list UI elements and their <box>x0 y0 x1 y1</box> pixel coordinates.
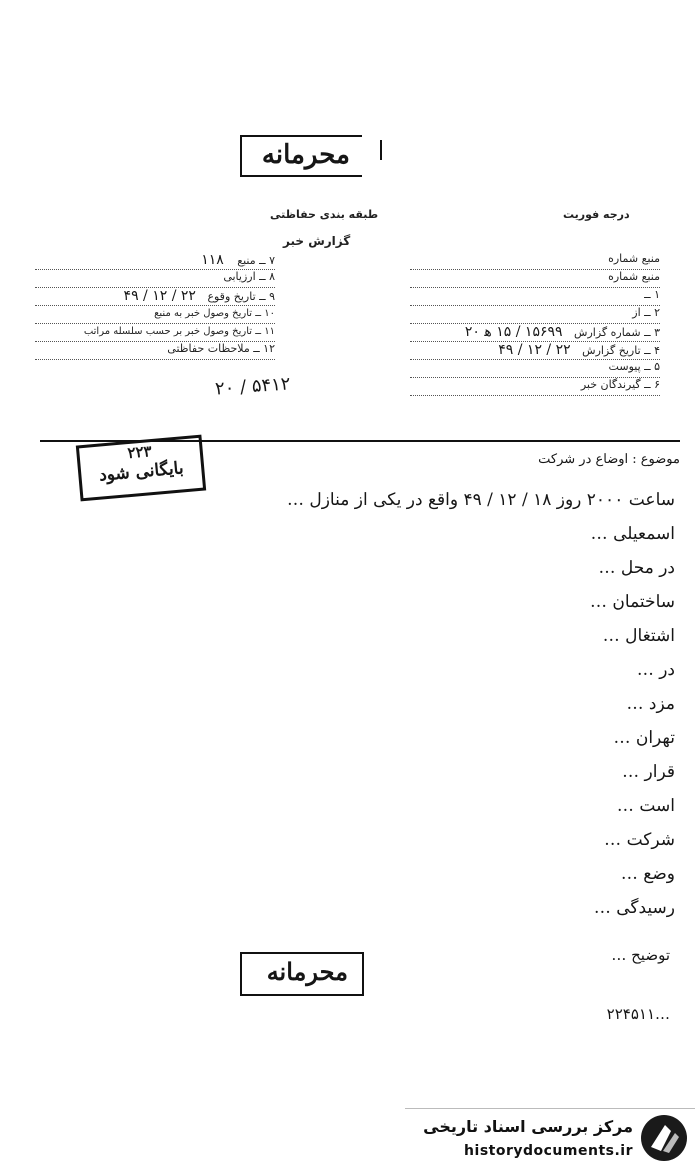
body-line: وضع … <box>620 864 675 884</box>
archive-stamp-number: ۲۲۳ <box>126 442 153 463</box>
field-value: ۱۱۸ <box>201 252 224 268</box>
field-value: ۱۵۶۹۹ / ۱۵ ه‍ ۲۰ <box>464 324 563 340</box>
field-row <box>410 288 660 306</box>
field-label: ۱۲ ــ ملاحظات حفاظتی <box>167 342 275 355</box>
handwritten-reference: ۵۴۱۲ / ۲۰ <box>214 373 292 400</box>
field-label: ۱۱ ــ تاریخ وصول خبر بر حسب سلسله مراتب <box>83 326 275 337</box>
footer-reference: …۲۲۴۵۱۱ <box>606 1005 670 1023</box>
field-row <box>410 306 660 324</box>
field-row <box>35 306 275 324</box>
watermark <box>405 1108 695 1169</box>
watermark-logo-icon <box>641 1115 687 1161</box>
field-label: ۳ ــ شماره گزارش <box>574 326 660 339</box>
field-row <box>35 252 275 270</box>
field-row <box>35 288 275 306</box>
watermark-url[interactable]: historydocuments.ir <box>464 1143 633 1159</box>
field-row <box>410 324 660 342</box>
archive-stamp-text: بایگانی شود <box>98 458 185 486</box>
header-tick <box>380 140 382 160</box>
field-label: ۱۰ ــ تاریخ وصول خبر به منبع <box>154 308 275 319</box>
body-line: ساعت ۲۰۰۰ روز ۱۸ / ۱۲ / ۴۹ واقع در یکی از منازل … <box>286 490 675 510</box>
watermark-title: مرکز بررسی اسناد تاریخی <box>423 1117 633 1136</box>
field-value: ۲۲ / ۱۲ / ۴۹ <box>498 342 571 358</box>
body-line: است … <box>616 796 675 816</box>
field-row <box>410 360 660 378</box>
report-title: گزارش خبر <box>283 234 351 248</box>
fields-left <box>35 252 275 360</box>
body-line: ساختمان … <box>590 592 675 612</box>
field-row <box>410 342 660 360</box>
body-line: اشتغال … <box>602 626 675 646</box>
bottom-classification-label: محرمانه <box>266 957 348 986</box>
field-row <box>35 324 275 342</box>
right-label: درجه فوریت <box>563 208 630 221</box>
field-label: ۷ ــ منبع <box>237 254 275 267</box>
fields-right <box>410 252 660 396</box>
field-label: منبع شماره <box>608 270 660 283</box>
field-label: ۸ ــ ارزیابی <box>223 270 275 283</box>
bottom-classification-stamp <box>240 952 364 996</box>
field-row <box>35 270 275 288</box>
classification-box <box>240 135 362 177</box>
body-line: رسیدگی … <box>593 898 675 918</box>
letter-body <box>40 490 675 932</box>
field-label: ۵ ــ پیوست <box>608 360 660 373</box>
body-line: قرار … <box>622 762 675 782</box>
body-line: در محل … <box>598 558 675 578</box>
field-label: ۲ ــ از <box>632 306 660 319</box>
field-label: منبع شماره <box>608 252 660 265</box>
classification-label: محرمانه <box>261 140 350 170</box>
left-label: طبقه بندی حفاظتی <box>270 208 379 221</box>
field-row <box>410 378 660 396</box>
body-line: مزد … <box>626 694 675 714</box>
field-row <box>35 342 275 360</box>
field-label: ۶ ــ گیرندگان خبر <box>580 378 660 391</box>
field-label: ۹ ــ تاریخ وقوع <box>207 290 275 303</box>
body-line: تهران … <box>613 728 675 748</box>
signature-note: توضیح … <box>611 946 670 964</box>
field-value: ۲۲ / ۱۲ / ۴۹ <box>123 288 196 304</box>
body-line: اسمعیلی … <box>590 524 675 544</box>
body-line: در … <box>636 660 675 680</box>
field-row <box>410 270 660 288</box>
field-label: ۱ ــ <box>644 288 660 301</box>
subject-line: موضوع : اوضاع در شرکت <box>538 452 680 467</box>
field-row <box>410 252 660 270</box>
field-label: ۴ ــ تاریخ گزارش <box>582 344 660 357</box>
body-line: شرکت … <box>604 830 675 850</box>
